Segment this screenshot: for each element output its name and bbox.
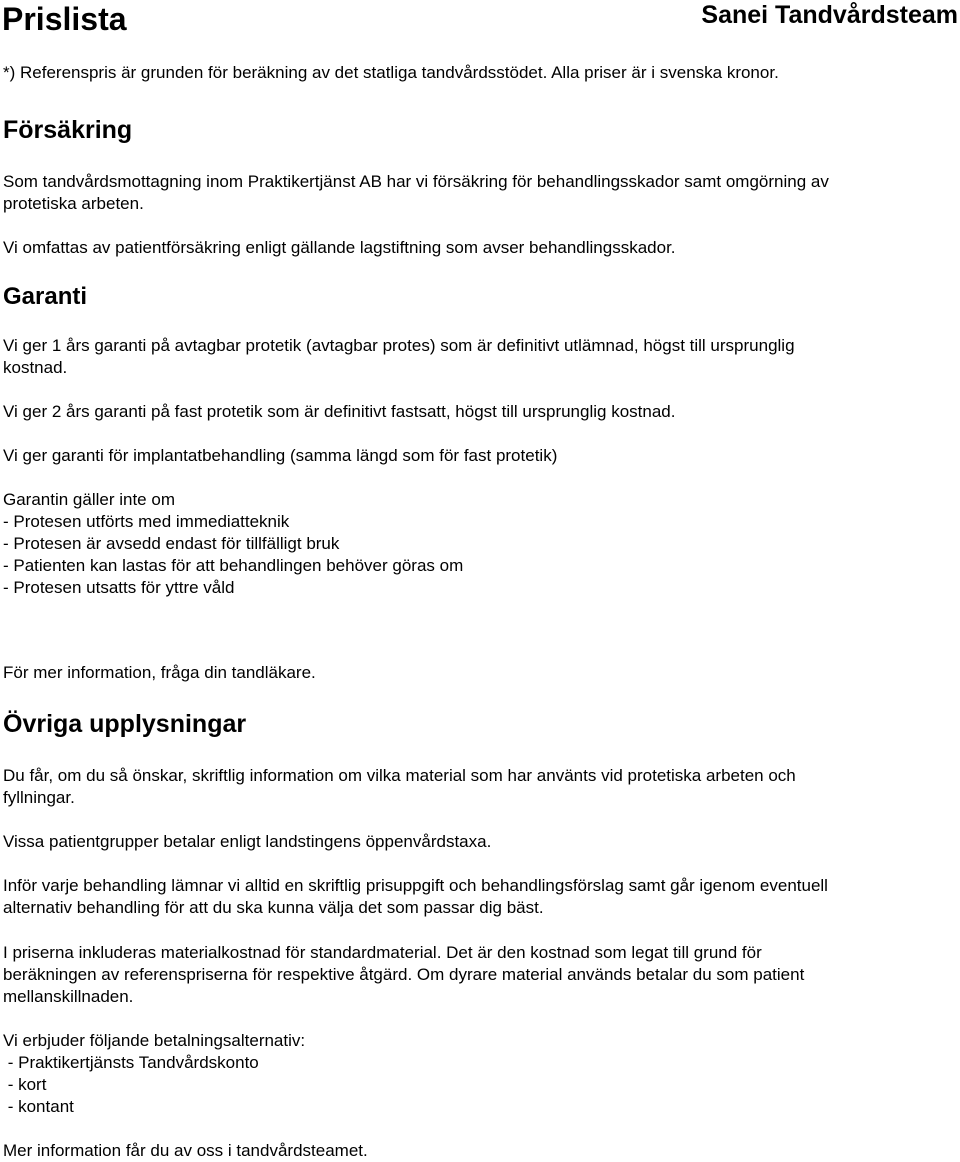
warranty-paragraph-3: Vi ger garanti för implantatbehandling (samma längd som för fast protetik) (3, 446, 558, 465)
warranty-paragraph-1-line-1: Vi ger 1 års garanti på avtagbar protetik (avtagbar protes) som är definitivt utlämnad, högst till ursprunglig (3, 336, 795, 355)
insurance-paragraph-1-line-1: Som tandvårdsmottagning inom Praktikertjänst AB har vi försäkring för behandlingsskador samt omgörning av (3, 172, 829, 191)
more-info-note: För mer information, fråga din tandläkare. (3, 663, 316, 682)
other-info-paragraph-1 (3, 765, 953, 809)
clinic-name: Sanei Tandvårdsteam (701, 1, 958, 29)
other-info-paragraph-4-line-2: beräkningen av referenspriserna för respektive åtgärd. Om dyrare material används betalar du som patient (3, 965, 805, 984)
warranty-exceptions (3, 489, 953, 599)
payment-option-item: - kort (3, 1075, 47, 1094)
other-info-paragraph-1-line-1: Du får, om du så önskar, skriftlig information om vilka material som har använts vid protetiska arbeten och (3, 766, 796, 785)
warranty-exception-item: - Protesen utförts med immediatteknik (3, 512, 290, 531)
other-info-paragraph-2: Vissa patientgrupper betalar enligt landstingens öppenvårdstaxa. (3, 832, 492, 851)
other-info-paragraph-4-line-1: I priserna inkluderas materialkostnad för standardmaterial. Det är den kostnad som legat till grund för (3, 943, 762, 962)
payment-options-intro: Vi erbjuder följande betalningsalternativ: (3, 1031, 306, 1050)
insurance-heading: Försäkring (3, 116, 133, 144)
closing-note: Mer information får du av oss i tandvårdsteamet. (3, 1141, 368, 1160)
warranty-paragraph-1-line-2: kostnad. (3, 358, 68, 377)
payment-options (3, 1030, 953, 1118)
warranty-exception-item: - Protesen utsatts för yttre våld (3, 578, 235, 597)
insurance-paragraph-1-line-2: protetiska arbeten. (3, 194, 144, 213)
other-info-paragraph-3-line-1: Inför varje behandling lämnar vi alltid en skriftlig prisuppgift och behandlingsförslag samt går igenom eventuell (3, 876, 828, 895)
other-info-paragraph-4-line-3: mellanskillnaden. (3, 987, 134, 1006)
warranty-exception-item: - Protesen är avsedd endast för tillfälligt bruk (3, 534, 340, 553)
warranty-heading: Garanti (3, 283, 88, 310)
payment-option-item: - Praktikertjänsts Tandvårdskonto (3, 1053, 259, 1072)
payment-option-item: - kontant (3, 1097, 74, 1116)
warranty-paragraph-2: Vi ger 2 års garanti på fast protetik som är definitivt fastsatt, högst till ursprunglig kostnad. (3, 402, 676, 421)
other-info-paragraph-3-line-2: alternativ behandling för att du ska kunna välja det som passar dig bäst. (3, 898, 544, 917)
other-info-heading: Övriga upplysningar (3, 710, 247, 738)
reference-price-note: *) Referenspris är grunden för beräkning av det statliga tandvårdsstödet. Alla priser är i svenska kronor. (3, 63, 779, 82)
warranty-paragraph-1 (3, 335, 953, 379)
warranty-exceptions-intro: Garantin gäller inte om (3, 490, 175, 509)
other-info-paragraph-3 (3, 875, 953, 919)
other-info-paragraph-4 (3, 942, 953, 1008)
page-title: Prislista (2, 1, 127, 37)
insurance-paragraph-1 (3, 171, 953, 215)
warranty-exception-item: - Patienten kan lastas för att behandlingen behöver göras om (3, 556, 464, 575)
insurance-paragraph-2: Vi omfattas av patientförsäkring enligt gällande lagstiftning som avser behandlingsskador. (3, 238, 676, 257)
other-info-paragraph-1-line-2: fyllningar. (3, 788, 75, 807)
